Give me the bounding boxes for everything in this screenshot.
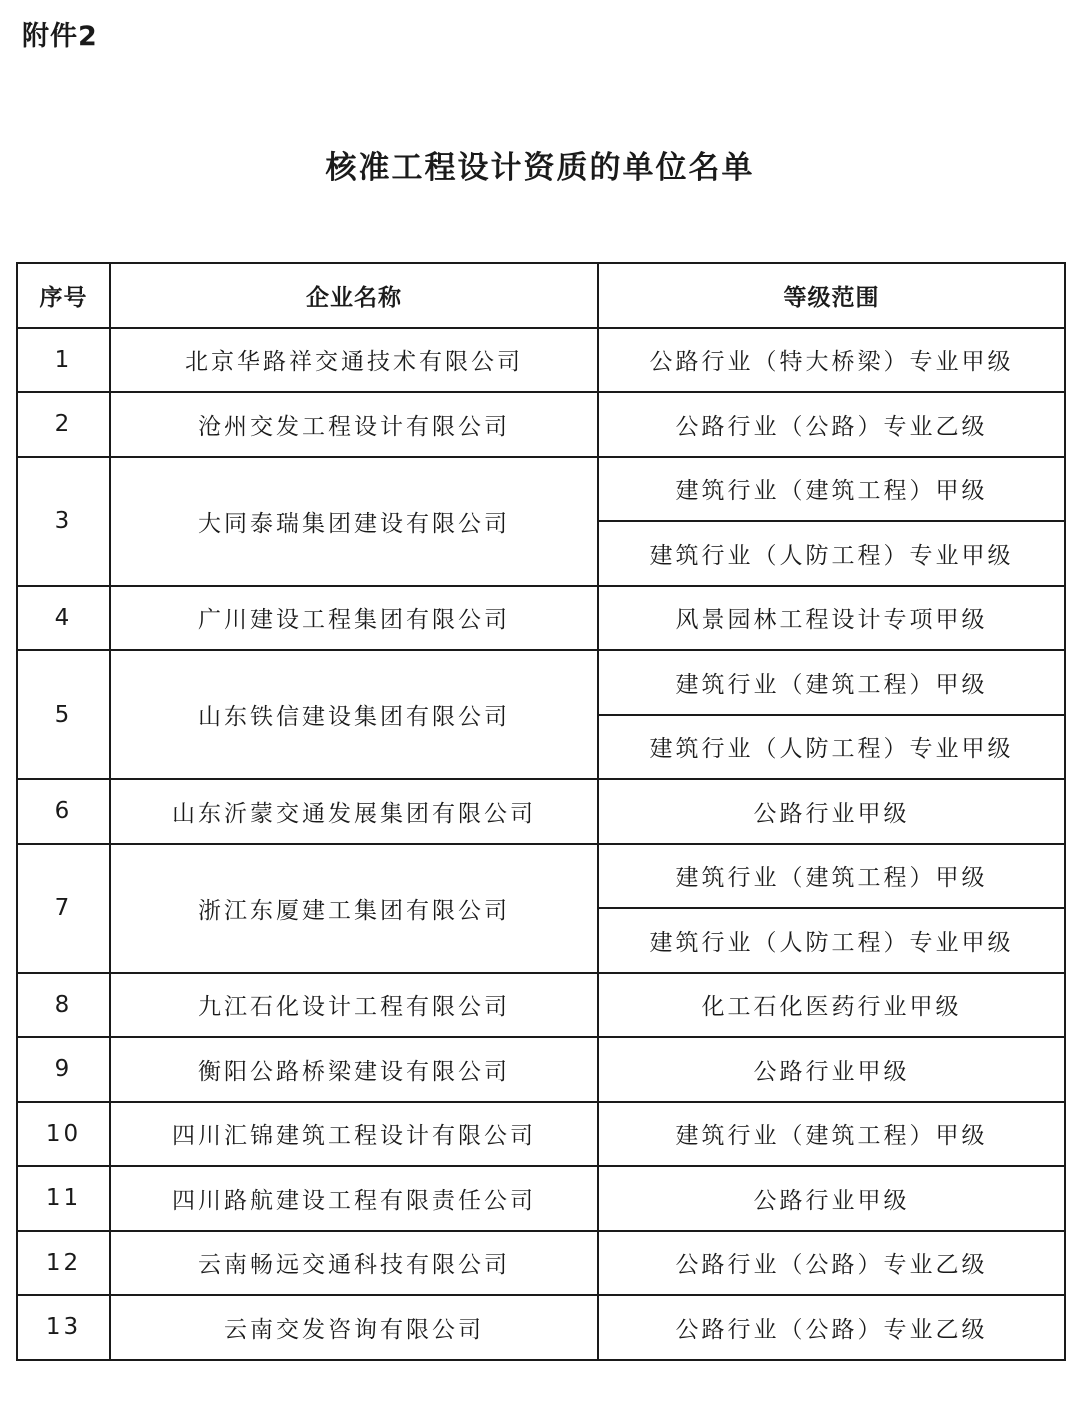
row-scope: 公路行业（公路）专业乙级 <box>598 392 1065 457</box>
row-seq: 10 <box>17 1102 110 1167</box>
row-company: 浙江东厦建工集团有限公司 <box>110 844 598 973</box>
qualification-table <box>16 262 1066 1361</box>
row-scope: 建筑行业（人防工程）专业甲级 <box>598 521 1065 586</box>
table-row <box>17 586 1065 651</box>
table-row <box>17 1166 1065 1231</box>
table-row <box>17 1102 1065 1167</box>
row-seq: 8 <box>17 973 110 1038</box>
row-scope: 建筑行业（建筑工程）甲级 <box>598 844 1065 909</box>
table-row <box>17 1231 1065 1296</box>
attachment-label: 附件2 <box>22 21 98 52</box>
row-seq: 1 <box>17 328 110 393</box>
row-seq: 12 <box>17 1231 110 1296</box>
row-seq: 5 <box>17 650 110 779</box>
header-scope: 等级范围 <box>598 263 1065 328</box>
row-scope: 公路行业（公路）专业乙级 <box>598 1295 1065 1360</box>
row-seq: 11 <box>17 1166 110 1231</box>
page-title: 核准工程设计资质的单位名单 <box>325 150 755 186</box>
row-seq: 13 <box>17 1295 110 1360</box>
table-row <box>17 457 1065 522</box>
header-company: 企业名称 <box>110 263 598 328</box>
row-seq: 2 <box>17 392 110 457</box>
table-row <box>17 328 1065 393</box>
table-row <box>17 392 1065 457</box>
table-body <box>17 328 1065 1360</box>
row-seq: 7 <box>17 844 110 973</box>
table-row <box>17 973 1065 1038</box>
row-company: 山东沂蒙交通发展集团有限公司 <box>110 779 598 844</box>
row-company: 大同泰瑞集团建设有限公司 <box>110 457 598 586</box>
row-company: 四川路航建设工程有限责任公司 <box>110 1166 598 1231</box>
row-company: 衡阳公路桥梁建设有限公司 <box>110 1037 598 1102</box>
row-scope: 建筑行业（建筑工程）甲级 <box>598 1102 1065 1167</box>
row-scope: 化工石化医药行业甲级 <box>598 973 1065 1038</box>
row-company: 山东铁信建设集团有限公司 <box>110 650 598 779</box>
row-company: 沧州交发工程设计有限公司 <box>110 392 598 457</box>
row-scope: 风景园林工程设计专项甲级 <box>598 586 1065 651</box>
row-company: 云南畅远交通科技有限公司 <box>110 1231 598 1296</box>
row-seq: 3 <box>17 457 110 586</box>
row-company: 广川建设工程集团有限公司 <box>110 586 598 651</box>
row-scope: 公路行业甲级 <box>598 1166 1065 1231</box>
row-scope: 建筑行业（人防工程）专业甲级 <box>598 908 1065 973</box>
row-scope: 建筑行业（人防工程）专业甲级 <box>598 715 1065 780</box>
row-scope: 建筑行业（建筑工程）甲级 <box>598 457 1065 522</box>
row-seq: 6 <box>17 779 110 844</box>
row-scope: 公路行业甲级 <box>598 779 1065 844</box>
row-scope: 公路行业（公路）专业乙级 <box>598 1231 1065 1296</box>
row-company: 北京华路祥交通技术有限公司 <box>110 328 598 393</box>
row-scope: 公路行业甲级 <box>598 1037 1065 1102</box>
table-row <box>17 1295 1065 1360</box>
row-company: 云南交发咨询有限公司 <box>110 1295 598 1360</box>
table-row <box>17 650 1065 715</box>
row-company: 四川汇锦建筑工程设计有限公司 <box>110 1102 598 1167</box>
table-row <box>17 779 1065 844</box>
row-seq: 9 <box>17 1037 110 1102</box>
header-seq: 序号 <box>17 263 110 328</box>
table-row <box>17 844 1065 909</box>
row-seq: 4 <box>17 586 110 651</box>
table-row <box>17 1037 1065 1102</box>
row-company: 九江石化设计工程有限公司 <box>110 973 598 1038</box>
row-scope: 建筑行业（建筑工程）甲级 <box>598 650 1065 715</box>
table-header-row <box>17 263 1065 328</box>
row-scope: 公路行业（特大桥梁）专业甲级 <box>598 328 1065 393</box>
